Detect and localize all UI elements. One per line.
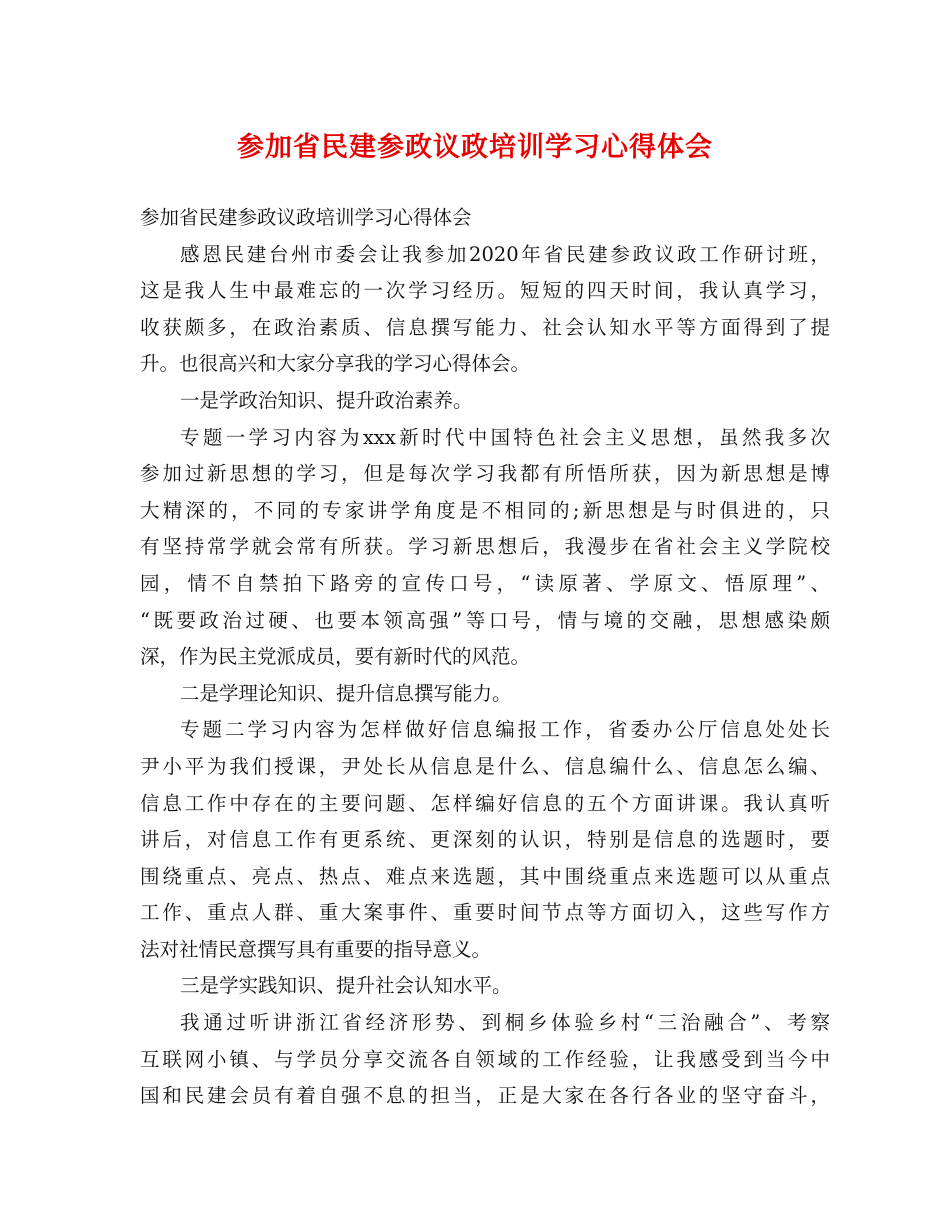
paragraph-line: 园，情不自禁拍下路旁的宣传口号，“读原著、学原文、悟原理”、: [140, 571, 830, 595]
paragraph-line: 国和民建会员有着自强不息的担当，正是大家在各行各业的坚守奋斗，: [140, 1084, 830, 1108]
paragraph-line: 参加过新思想的学习，但是每次学习我都有所悟所获，因为新思想是博: [140, 462, 830, 486]
paragraph-line: 互联网小镇、与学员分享交流各自领域的工作经验，让我感受到当今中: [140, 1047, 830, 1071]
paragraph-line: 围绕重点、亮点、热点、难点来选题，其中围绕重点来选题可以从重点: [140, 864, 830, 888]
paragraph-line: 工作、重点人群、重大案事件、重要时间节点等方面切入，这些写作方: [140, 901, 830, 925]
paragraph-line: 有坚持常学就会常有所获。学习新思想后，我漫步在省社会主义学院校: [140, 535, 830, 559]
document-body: [140, 200, 830, 1115]
section-heading: 一是学政治知识、提升政治素养。: [180, 388, 473, 412]
paragraph-line: 尹小平为我们授课，尹处长从信息是什么、信息编什么、信息怎么编、: [140, 754, 830, 778]
paragraph-line: “既要政治过硬、也要本领高强”等口号，情与境的交融，思想感染颇: [140, 608, 830, 632]
paragraph-line: 这是我人生中最难忘的一次学习经历。短短的四天时间，我认真学习，: [140, 279, 830, 303]
document-title: 参加省民建参政议政培训学习心得体会: [237, 132, 713, 163]
paragraph-line: 深，作为民主党派成员，要有新时代的风范。: [140, 645, 531, 669]
section-heading: 二是学理论知识、提升信息撰写能力。: [180, 681, 512, 705]
paragraph-line: 法对社情民意撰写具有重要的指导意义。: [140, 937, 492, 961]
paragraph-line: 感恩民建台州市委会让我参加2020年省民建参政议政工作研讨班，: [180, 242, 830, 266]
paragraph-line: 收获颇多，在政治素质、信息撰写能力、社会认知水平等方面得到了提: [140, 315, 830, 339]
paragraph-line: 大精深的，不同的专家讲学角度是不相同的;新思想是与时俱进的，只: [140, 498, 830, 522]
paragraph-line: 升。也很高兴和大家分享我的学习心得体会。: [140, 352, 531, 376]
paragraph-line: 专题二学习内容为怎样做好信息编报工作，省委办公厅信息处处长: [180, 718, 830, 742]
paragraph-line: 我通过听讲浙江省经济形势、到桐乡体验乡村“三治融合”、考察: [180, 1011, 830, 1035]
paragraph-line: 信息工作中存在的主要问题、怎样编好信息的五个方面讲课。我认真听: [140, 791, 830, 815]
section-heading: 三是学实践知识、提升社会认知水平。: [180, 974, 512, 998]
subtitle-line: 参加省民建参政议政培训学习心得体会: [140, 206, 472, 229]
paragraph-line: 讲后，对信息工作有更系统、更深刻的认识，特别是信息的选题时，要: [140, 828, 830, 852]
paragraph-line: 专题一学习内容为xxx新时代中国特色社会主义思想，虽然我多次: [180, 425, 830, 449]
